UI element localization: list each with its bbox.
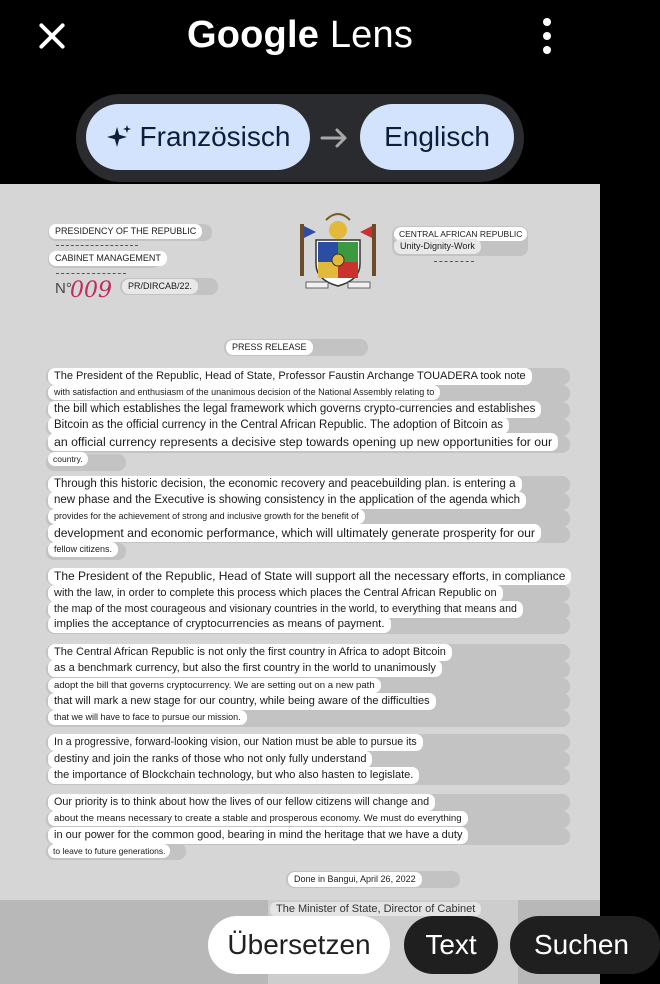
app-title xyxy=(0,14,600,57)
p6-line-4: to leave to future generations. xyxy=(48,844,170,858)
p3-line-4: implies the acceptance of cryptocurrencies as means of payment. xyxy=(48,616,391,633)
tab-translate[interactable] xyxy=(208,916,390,974)
translated-document xyxy=(0,184,600,900)
target-language-label: Englisch xyxy=(384,121,490,152)
tab-translate-label: Übersetzen xyxy=(227,929,371,960)
p4-line-3: adopt the bill that governs cryptocurrency. We are setting out on a new path xyxy=(48,678,381,693)
p4-line-2: as a benchmark currency, but also the first country in the world to unanimously xyxy=(48,660,442,677)
coat-of-arms-emblem xyxy=(296,210,380,296)
signatory-line: The Minister of State, Director of Cabinet xyxy=(270,902,481,916)
p1-line-5: an official currency represents a decisive step towards opening up new opportunities for our xyxy=(48,433,558,451)
p3-line-1: The President of the Republic, Head of State will support all the necessary efforts, in compliance xyxy=(48,568,571,585)
more-options-icon[interactable] xyxy=(536,16,560,56)
done-in-bangui: Done in Bangui, April 26, 2022 xyxy=(288,872,422,887)
doc-number-prefix: N° xyxy=(55,280,72,297)
p5-line-3: the importance of Blockchain technology, but who also hasten to legislate. xyxy=(48,767,419,784)
p2-line-3: provides for the achievement of strong and inclusive growth for the benefit of xyxy=(48,509,365,524)
p2-line-5: fellow citizens. xyxy=(48,542,118,557)
arrow-right-icon xyxy=(318,124,352,152)
p1-line-2: with satisfaction and enthusiasm of the unanimous decision of the National Assembly relating to xyxy=(48,385,440,400)
top-app-bar xyxy=(0,0,600,184)
p2-line-1: Through this historic decision, the economic recovery and peacebuilding plan. is entering a xyxy=(48,476,522,493)
p3-line-3: the map of the most courageous and visionary countries in the world, to everything that means and xyxy=(48,601,523,618)
p5-line-2: destiny and join the ranks of those who not only fully understand xyxy=(48,751,372,768)
doc-header-presidency: PRESIDENCY OF THE REPUBLIC xyxy=(49,224,202,239)
tab-search[interactable] xyxy=(510,916,660,974)
source-language-label: Französisch xyxy=(139,121,291,152)
p2-line-4: development and economic performance, which will ultimately generate prosperity for our xyxy=(48,524,541,542)
handwritten-number xyxy=(56,278,126,302)
p4-line-4: that will mark a new stage for our country, while being aware of the difficulties xyxy=(48,693,436,710)
p1-line-6: country. xyxy=(48,452,88,466)
tab-text[interactable] xyxy=(404,916,498,974)
app-title-brand: Google xyxy=(186,14,320,56)
p6-line-2: about the means necessary to create a stable and prosperous economy. We must do everything xyxy=(48,811,468,826)
sparkle-icon xyxy=(106,124,132,150)
p4-line-1: The Central African Republic is not only the first country in Africa to adopt Bitcoin xyxy=(48,644,452,661)
tab-search-label: Suchen xyxy=(534,929,629,960)
p6-line-3: in our power for the common good, bearing in mind the heritage that we have a duty xyxy=(48,827,468,844)
tab-text-label: Text xyxy=(425,929,477,960)
p5-line-1: In a progressive, forward-looking vision, our Nation must be able to pursue its xyxy=(48,734,423,751)
bottom-mode-bar xyxy=(0,900,629,984)
target-language-button[interactable] xyxy=(360,104,514,170)
p4-line-5: that we will have to face to pursue our mission. xyxy=(48,710,247,725)
p3-line-2: with the law, in order to complete this process which places the Central African Republic on xyxy=(48,585,503,602)
doc-header-car: CENTRAL AFRICAN REPUBLIC xyxy=(394,227,527,241)
doc-reference: PR/DIRCAB/22. xyxy=(122,279,198,294)
handwritten-number-text: 009 xyxy=(70,278,112,303)
p1-line-1: The President of the Republic, Head of State, Professor Faustin Archange TOUADERA took note xyxy=(48,368,532,385)
language-selector xyxy=(76,94,524,182)
p1-line-4: Bitcoin as the official currency in the Central African Republic. The adoption of Bitcoin as xyxy=(48,417,509,434)
press-release-title: PRESS RELEASE xyxy=(226,340,313,355)
app-title-product: Lens xyxy=(329,14,414,56)
p2-line-2: new phase and the Executive is showing consistency in the application of the agenda which xyxy=(48,492,526,509)
doc-header-cabinet: CABINET MANAGEMENT xyxy=(49,251,167,266)
doc-header-motto: Unity-Dignity-Work xyxy=(394,239,481,254)
p1-line-3: the bill which establishes the legal framework which governs crypto-currencies and establishes xyxy=(48,401,541,418)
source-language-button[interactable] xyxy=(86,104,310,170)
p6-line-1: Our priority is to think about how the lives of our fellow citizens will change and xyxy=(48,794,435,811)
